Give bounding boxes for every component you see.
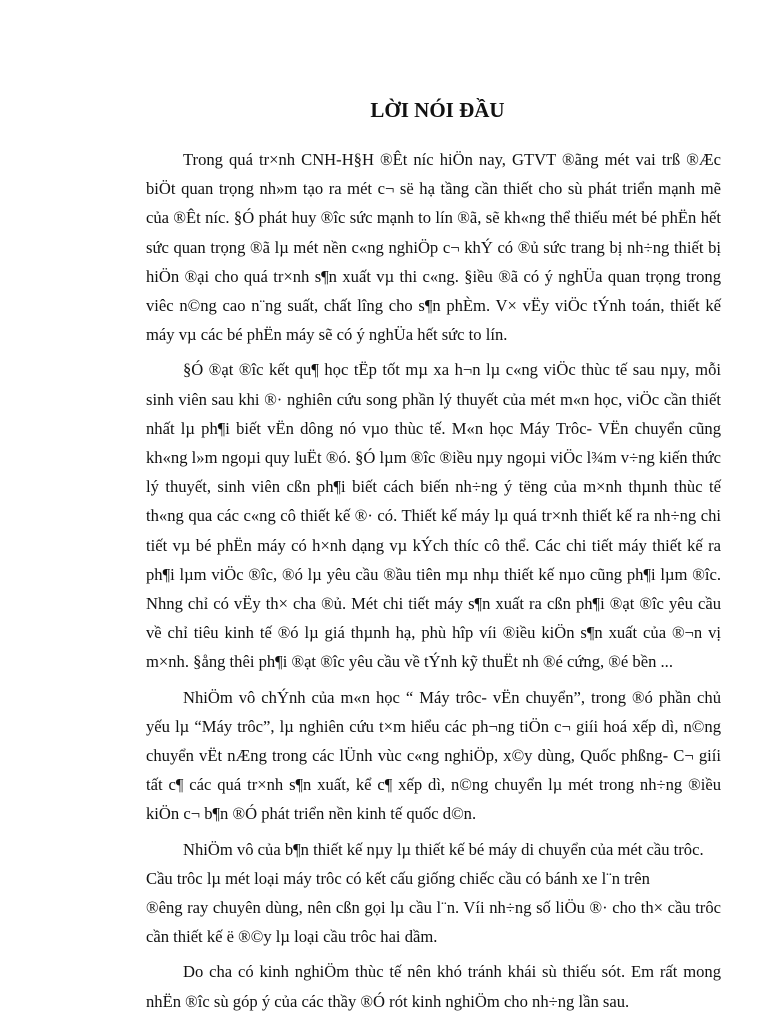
paragraph-3: NhiÖm vô chÝnh của m«n học “ Máy trôc- vËn chuyển”, trong ®ó phần chủ yếu lµ “Máy trôc”, lµ nghiên cứu t×m hiểu các ph¬ng tiÖn c¬ giíi hoá xếp dì, n©ng chuyển vËt nÆng trong các lÜnh vùc c«ng nghiÖp, x©y dùng, Quốc phßng- C¬ giíi tất c¶ các quá tr×nh s¶n xuất, kể c¶ xếp dì, n©ng chuyển lµ mét trong nh÷ng ®iều kiÖn c¬ b¶n ®Ó phát triển nền kinh tế quốc d©n. [146,687,721,824]
paragraph-4: NhiÖm vô của b¶n thiết kế nµy lµ thiết kế bé máy di chuyển của mét cầu trôc. Cầu trôc lµ mét loại máy trôc có kết cấu giống chiếc cầu có bánh xe l¨n trên [146,839,704,888]
page-title: LỜI NÓI ĐẦU [370,98,505,122]
paragraph-4-continued: ®êng ray chuyên dùng, nên cßn gọi lµ cầu l¨n. Víi nh÷ng số liÖu ®· cho th× cầu trôc cần thiết kế ë ®©y lµ loại cầu trôc hai dầm. [146,898,721,947]
paragraph-2: §Ó ®ạt ®îc kết qu¶ học tËp tốt mµ xa h¬n lµ c«ng viÖc thùc tế sau nµy, mỗi sinh viên sau khi ®· nghiên cứu song phần lý thuyết của mét m«n học, viÖc cần thiết nhất lµ ph¶i biết vËn dông nó vµo thùc tế. M«n học Máy Trôc- VËn chuyển cũng kh«ng l»m ngoµi quy luËt ®ó. §Ó lµm ®îc ®iều nµy ngoµi viÖc l¾m v÷ng kiến thức lý thuyết, sinh viên cßn ph¶i biết cách biến nh÷ng ý tëng của m×nh thµnh thùc tế th«ng qua các c«ng cô thiết kế ®· có. Thiết kế máy lµ quá tr×nh thiết kế ra nh÷ng chi tiết vµ bé phËn máy có h×nh dạng vµ kÝch thíc cô thể. Các chi tiết máy thiết kế ra ph¶i lµm viÖc ®îc, ®ó lµ yêu cầu ®ầu tiên mµ nhµ thiết kế nµo cũng ph¶i lµm ®îc. Nhng chỉ có vËy th× cha ®ủ. Mét chi tiết máy s¶n xuất ra cßn ph¶i ®ạt ®îc yêu cầu về chỉ tiêu kinh tế ®ó lµ giá thµnh hạ, phù hîp víi ®iều kiÖn s¶n xuất của ®¬n vị m×nh. §ång thêi ph¶i ®ạt ®îc yêu cầu về tÝnh kỹ thuËt nh ®é cứng, ®é bền ... [146,360,721,672]
paragraph-1: Trong quá tr×nh CNH-H§H ®Êt níc hiÖn nay, GTVT ®ãng mét vai trß ®Æc biÖt quan trọng nh»m tạo ra mét c¬ së hạ tầng cần thiết cho sù phát triển mạnh mẽ của ®Êt níc. §Ó phát huy ®îc sức mạnh to lín ®ã, sẽ kh«ng thể thiếu mét bé phËn hết sức quan trọng ®ã lµ mét nền c«ng nghiÖp c¬ khÝ có ®ủ sức trang bị nh÷ng thiết bị hiÖn ®ại cho quá tr×nh s¶n xuất vµ thi c«ng. §iều ®ã có ý nghÜa quan trọng trong viêc n©ng cao n¨ng suất, chất lîng cho s¶n phÈm. V× vËy viÖc tÝnh toán, thiết kế máy vµ các bé phËn máy sẽ có ý nghÜa hết sức to lín. [146,150,721,345]
paragraph-5: Do cha có kinh nghiÖm thùc tế nên khó tránh khái sù thiếu sót. Em rất mong nhËn ®îc sù góp ý của các thầy ®Ó rót kinh nghiÖm cho nh÷ng lần sau. [146,962,721,1011]
